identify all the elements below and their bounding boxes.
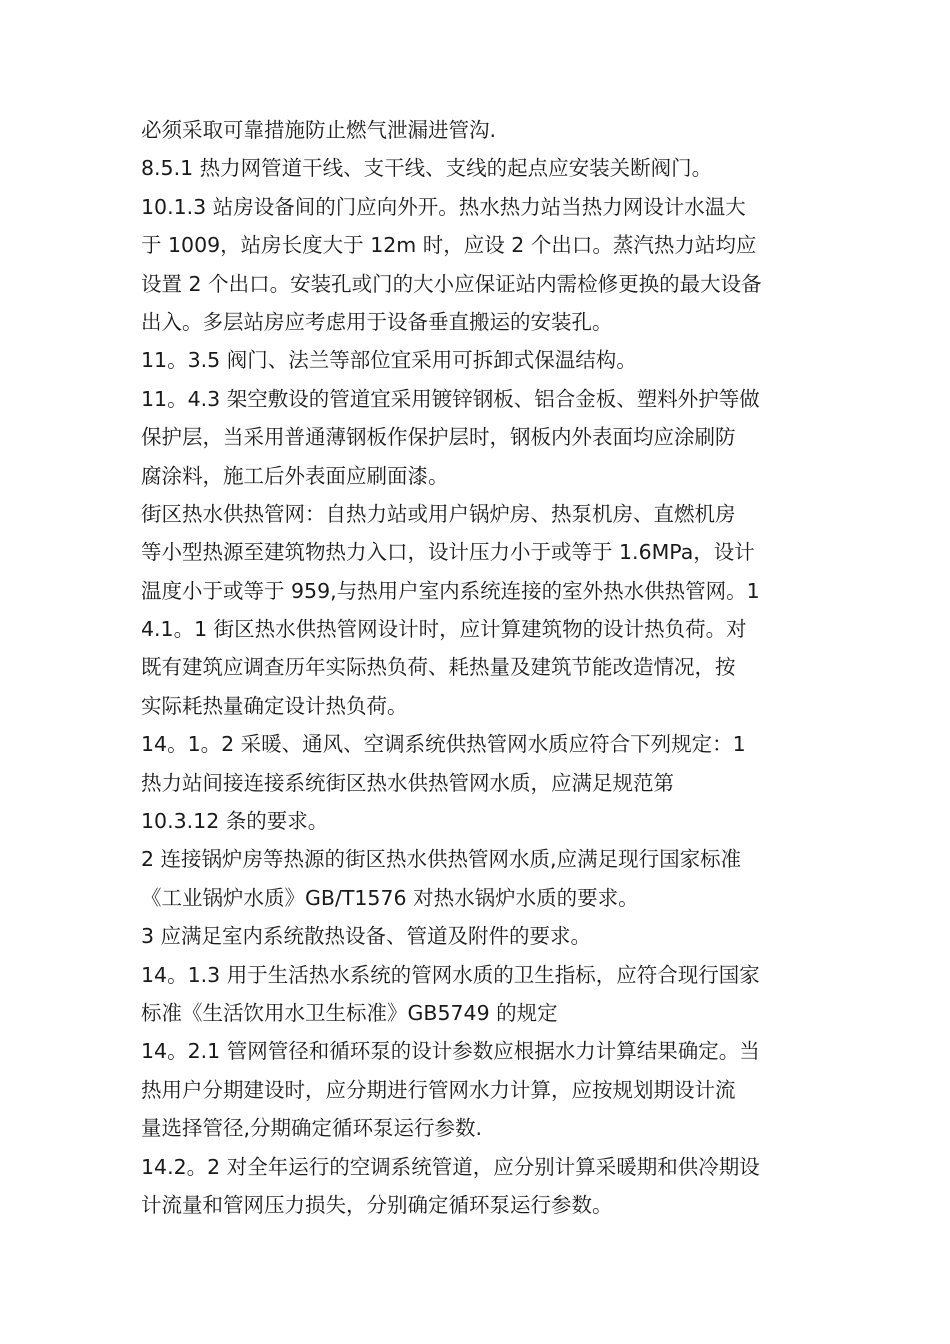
- text-line: 温度小于或等于 959,与热用户室内系统连接的室外热水供热管网。1: [141, 578, 760, 603]
- text-line: 实际耗热量确定设计热负荷。: [141, 693, 408, 718]
- text-line: 14。1。2 采暖、通风、空调系统供热管网水质应符合下列规定：1: [141, 732, 746, 757]
- text-line: 14.2。2 对全年运行的空调系统管道，应分别计算采暖期和供冷期设: [141, 1154, 760, 1179]
- text-line: 14。1.3 用于生活热水系统的管网水质的卫生指标，应符合现行国家: [141, 962, 760, 987]
- text-line: 腐涂料，施工后外表面应刷面漆。: [141, 463, 449, 488]
- text-line: 计流量和管网压力损失，分别确定循环泵运行参数。: [141, 1192, 613, 1217]
- text-line: 热力站间接连接系统街区热水供热管网水质，应满足规范第: [141, 770, 674, 795]
- text-line: 必须采取可靠措施防止燃气泄漏进管沟.: [141, 118, 497, 142]
- text-line: 量选择管径,分期确定循环泵运行参数.: [141, 1116, 483, 1141]
- text-line: 4.1。1 街区热水供热管网设计时，应计算建筑物的设计热负荷。对: [141, 617, 747, 642]
- text-line: 11。3.5 阀门、法兰等部位宜采用可拆卸式保温结构。: [141, 348, 637, 373]
- text-line: 《工业锅炉水质》GB/T1576 对热水锅炉水质的要求。: [141, 885, 639, 910]
- text-line: 热用户分期建设时，应分期进行管网水力计算，应按规划期设计流: [141, 1077, 736, 1102]
- text-line: 街区热水供热管网：自热力站或用户锅炉房、热泵机房、直燃机房: [141, 501, 736, 526]
- text-line: 3 应满足室内系统散热设备、管道及附件的要求。: [141, 924, 592, 949]
- text-line: 2 连接锅炉房等热源的街区热水供热管网水质,应满足现行国家标准: [141, 847, 742, 872]
- text-line: 标准《生活饮用水卫生标准》GB5749 的规定: [141, 1000, 558, 1025]
- text-line: 10.3.12 条的要求。: [141, 809, 329, 834]
- text-line: 11。4.3 架空敷设的管道宜采用镀锌钢板、铝合金板、塑料外护等做: [141, 386, 760, 411]
- text-line: 既有建筑应调查历年实际热负荷、耗热量及建筑节能改造情况，按: [141, 655, 736, 680]
- text-line: 出入。多层站房应考虑用于设备垂直搬运的安装孔。: [141, 309, 613, 334]
- text-line: 设置 2 个出口。安装孔或门的大小应保证站内需检修更换的最大设备: [141, 271, 762, 296]
- text-line: 14。2.1 管网管径和循环泵的设计参数应根据水力计算结果确定。当: [141, 1039, 760, 1064]
- text-line: 10.1.3 站房设备间的门应向外开。热水热力站当热力网设计水温大: [141, 194, 746, 219]
- document-body: [141, 111, 821, 1224]
- text-line: 等小型热源至建筑物热力入口，设计压力小于或等于 1.6MPa，设计: [141, 540, 755, 565]
- text-line: 保护层，当采用普通薄钢板作保护层时，钢板内外表面均应涂刷防: [141, 425, 736, 450]
- text-line: 于 1009，站房长度大于 12m 时，应设 2 个出口。蒸汽热力站均应: [141, 233, 757, 258]
- text-line: 8.5.1 热力网管道干线、支干线、支线的起点应安装关断阀门。: [141, 156, 713, 181]
